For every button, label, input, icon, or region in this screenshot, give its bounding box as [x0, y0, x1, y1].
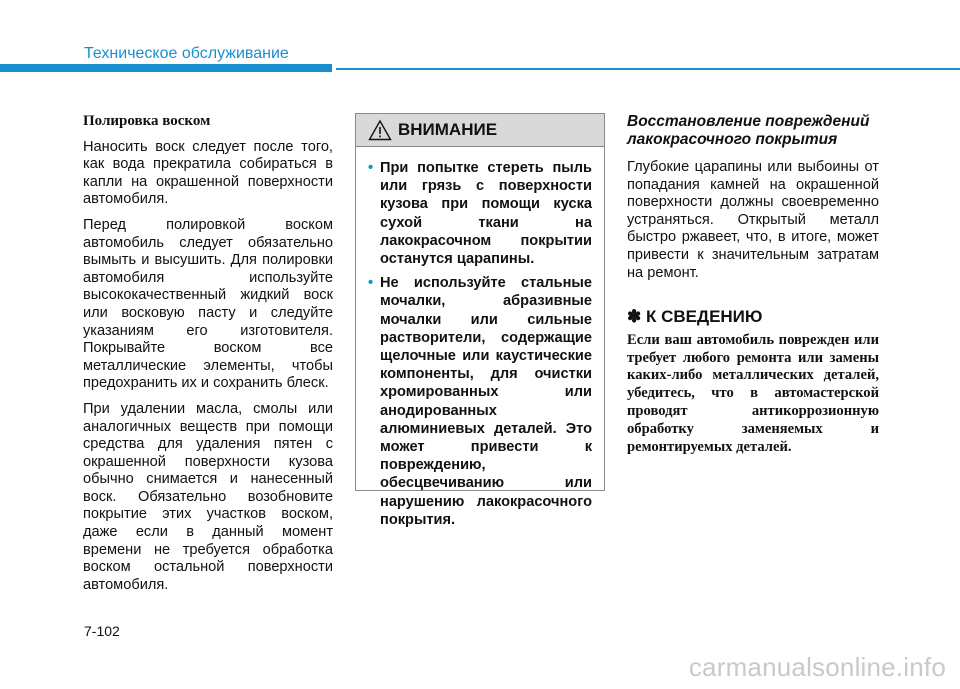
- warning-item-text: При попытке стереть пыль или грязь с поверхности кузова при помощи куска сухой ткани на лакокрасочном покрытии останутся царапины.: [380, 160, 592, 268]
- page-number: 7-102: [84, 623, 120, 639]
- warning-item: [368, 159, 592, 268]
- header-rule-thick: [0, 64, 332, 72]
- bullet-icon: •: [368, 160, 374, 176]
- paint-repair-heading: Восстановление повреждений лакокрасочного покрытия: [627, 113, 870, 148]
- warning-triangle-icon: [368, 119, 392, 141]
- paint-repair-paragraph: Глубокие царапины или выбоины от попадания камней на окрашенной поверхности должны своевременно устраняться. Открытый металл быстро ржавеет, что, в итоге, может привести к значительным затратам на ремонт.: [627, 159, 879, 281]
- notice-text: Если ваш автомобиль поврежден или требует любого ремонта или замены каких-либо металлических деталей, убедитесь, что в автомастерской проводят антикоррозионную обработку заменяемых и ремонтируемых деталей.: [627, 331, 879, 455]
- warning-item: [368, 274, 592, 529]
- watermark: carmanualsonline.info: [688, 652, 946, 682]
- right-column: [627, 113, 879, 464]
- wax-paragraph-3: При удалении масла, смолы или аналогичных веществ при помощи средства для удаления пятен с окрашенной поверхности кузова обычно снимается и нанесенный воск. Обязательно возобновите покрытие этих участков воском, даже если в данный момент времени не требуется обработка воском остальной поверхности автомобиля.: [83, 400, 333, 593]
- warning-title: ВНИМАНИЕ: [398, 120, 498, 139]
- wax-paragraph-2: Перед полировкой воском автомобиль следует обязательно вымыть и высушить. Для полировки автомобиля используйте высококачественный жидкий воск или восковую пасту и следуйте указаниям его изготовителя. Покрывайте воском все металлические элементы, чтобы предохранить их и сохранить блеск.: [83, 216, 333, 392]
- left-column: [83, 113, 333, 602]
- warning-box: [355, 113, 605, 528]
- warning-item-text: Не используйте стальные мочалки, абразивные мочалки или сильные растворители, содержащие щелочные или каустические компоненты, для очистки хромированных или анодированных алюминиевых деталей. Это может привести к повреждению, обесцвечиванию или нарушению лакокрасочного покрытия.: [380, 275, 592, 528]
- notice-heading: ✽ К СВЕДЕНИЮ: [627, 307, 763, 327]
- warning-header: [356, 114, 604, 147]
- warning-list: [356, 147, 604, 529]
- wax-heading: Полировка воском: [83, 113, 211, 129]
- wax-paragraph-1: Наносить воск следует после того, как вода прекратила собираться в капли на окрашенной поверхности автомобиля.: [83, 138, 333, 208]
- header-rule-thin: [336, 68, 960, 70]
- bullet-icon: •: [368, 275, 374, 292]
- section-title: Техническое обслуживание: [84, 45, 289, 62]
